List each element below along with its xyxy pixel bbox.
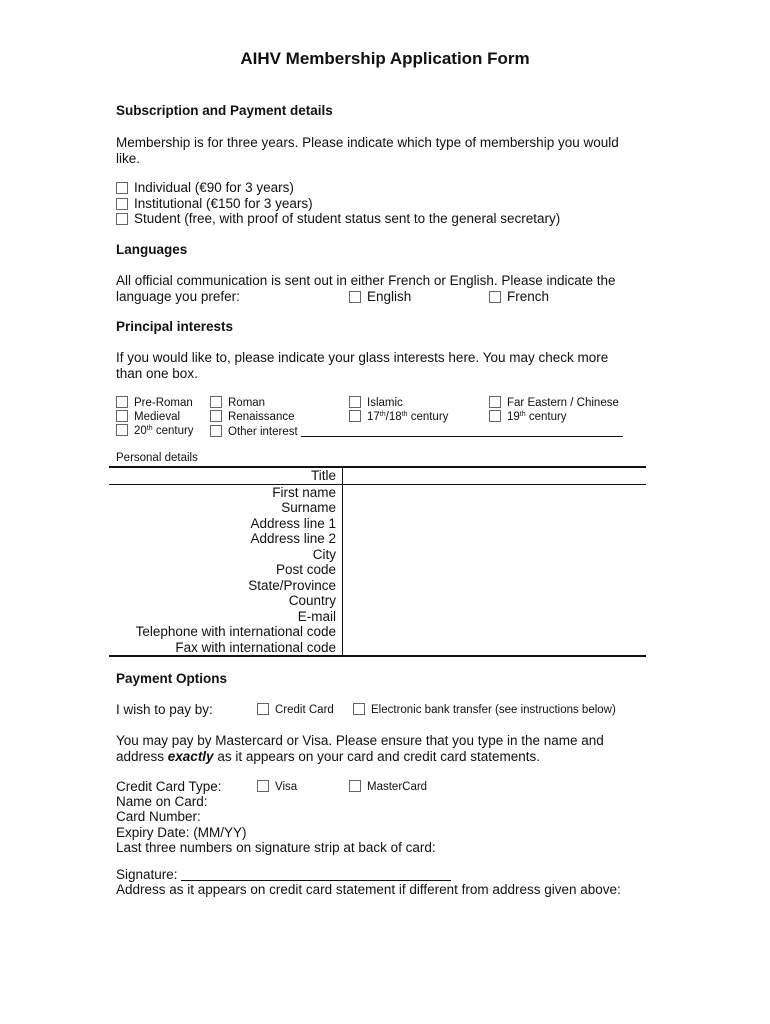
card-type-visa[interactable] bbox=[257, 780, 297, 793]
roman-label: Roman bbox=[228, 397, 266, 409]
interests-line1: If you would like to, please indicate your glass interests here. You may check more bbox=[116, 350, 609, 365]
subscription-intro-line2: like. bbox=[116, 150, 141, 166]
signature-row bbox=[116, 867, 451, 883]
pd-label: First name bbox=[109, 485, 343, 501]
pd-row-post-code bbox=[109, 562, 646, 578]
pay-option-bank-transfer[interactable] bbox=[353, 703, 616, 716]
pd-label: Fax with international code bbox=[109, 640, 343, 656]
pd-row-surname bbox=[109, 500, 646, 516]
subscription-intro-line1: Membership is for three years. Please indicate which type of membership you would bbox=[116, 135, 619, 150]
email-field[interactable] bbox=[343, 609, 646, 625]
pd-row-state bbox=[109, 578, 646, 594]
post-code-field[interactable] bbox=[343, 562, 646, 578]
renaissance-label: Renaissance bbox=[228, 411, 295, 423]
pd-row-address-1 bbox=[109, 516, 646, 532]
interests-heading: Principal interests bbox=[116, 319, 234, 334]
pd-row-address-2 bbox=[109, 531, 646, 547]
title-field[interactable] bbox=[343, 468, 646, 484]
signature-label: Signature: bbox=[116, 867, 178, 882]
credit-card-label: Credit Card bbox=[275, 704, 334, 716]
pd-row-city bbox=[109, 547, 646, 563]
french-label: French bbox=[507, 289, 550, 304]
interest-other[interactable] bbox=[210, 424, 623, 438]
islamic-label: Islamic bbox=[367, 397, 403, 409]
roman-checkbox[interactable] bbox=[210, 396, 222, 408]
note-emphasis: exactly bbox=[167, 749, 214, 764]
languages-heading: Languages bbox=[116, 242, 188, 257]
far-eastern-label: Far Eastern / Chinese bbox=[507, 397, 619, 409]
visa-label: Visa bbox=[275, 781, 298, 793]
surname-field[interactable] bbox=[343, 500, 646, 516]
statement-address-label: Address as it appears on credit card statement if different from address given above: bbox=[116, 882, 621, 897]
pd-row-country bbox=[109, 593, 646, 609]
pay-by-label: I wish to pay by: bbox=[116, 702, 213, 717]
language-option-english[interactable] bbox=[349, 289, 411, 304]
mastercard-checkbox[interactable] bbox=[349, 780, 361, 792]
bank-transfer-checkbox[interactable] bbox=[353, 703, 365, 715]
address-line-2-field[interactable] bbox=[343, 531, 646, 547]
country-field[interactable] bbox=[343, 593, 646, 609]
card-type-label: Credit Card Type: bbox=[116, 779, 222, 794]
personal-details-table bbox=[109, 466, 646, 657]
pd-label: Surname bbox=[109, 500, 343, 516]
fax-field[interactable] bbox=[343, 640, 646, 656]
name-on-card-label: Name on Card: bbox=[116, 794, 208, 809]
payment-heading: Payment Options bbox=[116, 671, 228, 686]
pd-label: Address line 2 bbox=[109, 531, 343, 547]
medieval-label: Medieval bbox=[134, 411, 181, 423]
last-three-numbers-label: Last three numbers on signature strip at back of card: bbox=[116, 840, 436, 855]
islamic-checkbox[interactable] bbox=[349, 396, 361, 408]
other-interest-checkbox[interactable] bbox=[210, 425, 222, 437]
card-number-label: Card Number: bbox=[116, 809, 201, 824]
interest-islamic[interactable] bbox=[349, 396, 403, 409]
mastercard-label: MasterCard bbox=[367, 781, 428, 793]
individual-checkbox[interactable] bbox=[116, 182, 128, 194]
membership-option-student[interactable] bbox=[116, 211, 560, 227]
far-eastern-checkbox[interactable] bbox=[489, 396, 501, 408]
address-line-1-field[interactable] bbox=[343, 516, 646, 532]
card-type-mastercard[interactable] bbox=[349, 780, 427, 793]
17-18-century-label: 17th/18th century bbox=[367, 411, 449, 423]
interest-medieval[interactable] bbox=[116, 410, 180, 423]
interest-19-century[interactable] bbox=[489, 410, 567, 423]
subscription-heading: Subscription and Payment details bbox=[116, 103, 333, 118]
membership-option-institutional[interactable] bbox=[116, 196, 560, 212]
19-century-checkbox[interactable] bbox=[489, 410, 501, 422]
pd-row-fax bbox=[109, 640, 646, 656]
membership-option-individual[interactable] bbox=[116, 180, 560, 196]
pre-roman-checkbox[interactable] bbox=[116, 396, 128, 408]
telephone-field[interactable] bbox=[343, 624, 646, 640]
pd-label: Telephone with international code bbox=[109, 624, 343, 640]
languages-line2: language you prefer: bbox=[116, 289, 240, 304]
pay-option-credit-card[interactable] bbox=[257, 703, 334, 716]
note-pre: address bbox=[116, 749, 168, 764]
renaissance-checkbox[interactable] bbox=[210, 410, 222, 422]
pd-row-first-name bbox=[109, 485, 646, 501]
interest-far-eastern[interactable] bbox=[489, 396, 619, 409]
other-interest-field[interactable] bbox=[301, 424, 623, 437]
pd-row-email bbox=[109, 609, 646, 625]
17-18-century-checkbox[interactable] bbox=[349, 410, 361, 422]
personal-details-caption: Personal details bbox=[116, 452, 198, 464]
individual-label: Individual (€90 for 3 years) bbox=[134, 180, 294, 195]
pd-row-title bbox=[109, 468, 646, 485]
medieval-checkbox[interactable] bbox=[116, 410, 128, 422]
pd-label: E-mail bbox=[109, 609, 343, 625]
student-label: Student (free, with proof of student status sent to the general secretary) bbox=[134, 211, 561, 226]
interest-17-18-century[interactable] bbox=[349, 410, 448, 423]
form-title: AIHV Membership Application Form bbox=[240, 49, 530, 68]
visa-checkbox[interactable] bbox=[257, 780, 269, 792]
institutional-label: Institutional (€150 for 3 years) bbox=[134, 195, 313, 211]
language-option-french[interactable] bbox=[489, 289, 549, 304]
city-field[interactable] bbox=[343, 547, 646, 563]
note-post: as it appears on your card and credit card statements. bbox=[213, 749, 540, 764]
english-checkbox[interactable] bbox=[349, 291, 361, 303]
subscription-intro bbox=[116, 135, 619, 166]
other-interest-label: Other interest bbox=[228, 426, 298, 438]
payment-note-line2 bbox=[116, 749, 540, 765]
interest-roman[interactable] bbox=[210, 396, 265, 409]
student-checkbox[interactable] bbox=[116, 213, 128, 225]
credit-card-checkbox[interactable] bbox=[257, 703, 269, 715]
pd-label: Title bbox=[109, 468, 343, 484]
pd-row-telephone bbox=[109, 624, 646, 640]
expiry-date-label: Expiry Date: (MM/YY) bbox=[116, 825, 247, 840]
languages-line1: All official communication is sent out in either French or English. Please indicate the bbox=[116, 273, 616, 288]
19-century-label: 19th century bbox=[507, 411, 567, 423]
institutional-checkbox[interactable] bbox=[116, 198, 128, 210]
pd-label: Country bbox=[109, 593, 343, 609]
english-label: English bbox=[367, 289, 412, 304]
interest-pre-roman[interactable] bbox=[116, 396, 193, 409]
bank-transfer-label: Electronic bank transfer (see instructions below) bbox=[371, 704, 616, 716]
state-province-field[interactable] bbox=[343, 578, 646, 594]
signature-field[interactable] bbox=[181, 868, 451, 881]
membership-options bbox=[116, 180, 560, 227]
pd-label: City bbox=[109, 547, 343, 563]
pd-label: Address line 1 bbox=[109, 516, 343, 532]
payment-note-line1: You may pay by Mastercard or Visa. Please ensure that you type in the name and bbox=[116, 733, 604, 748]
first-name-field[interactable] bbox=[343, 485, 646, 501]
interest-renaissance[interactable] bbox=[210, 410, 294, 423]
interests-line2: than one box. bbox=[116, 366, 198, 381]
french-checkbox[interactable] bbox=[489, 291, 501, 303]
20-century-checkbox[interactable] bbox=[116, 424, 128, 436]
pre-roman-label: Pre-Roman bbox=[134, 397, 193, 409]
pd-label: State/Province bbox=[109, 578, 343, 594]
20-century-label: 20th century bbox=[134, 425, 194, 437]
pd-label: Post code bbox=[109, 562, 343, 578]
interest-20-century[interactable] bbox=[116, 424, 194, 437]
